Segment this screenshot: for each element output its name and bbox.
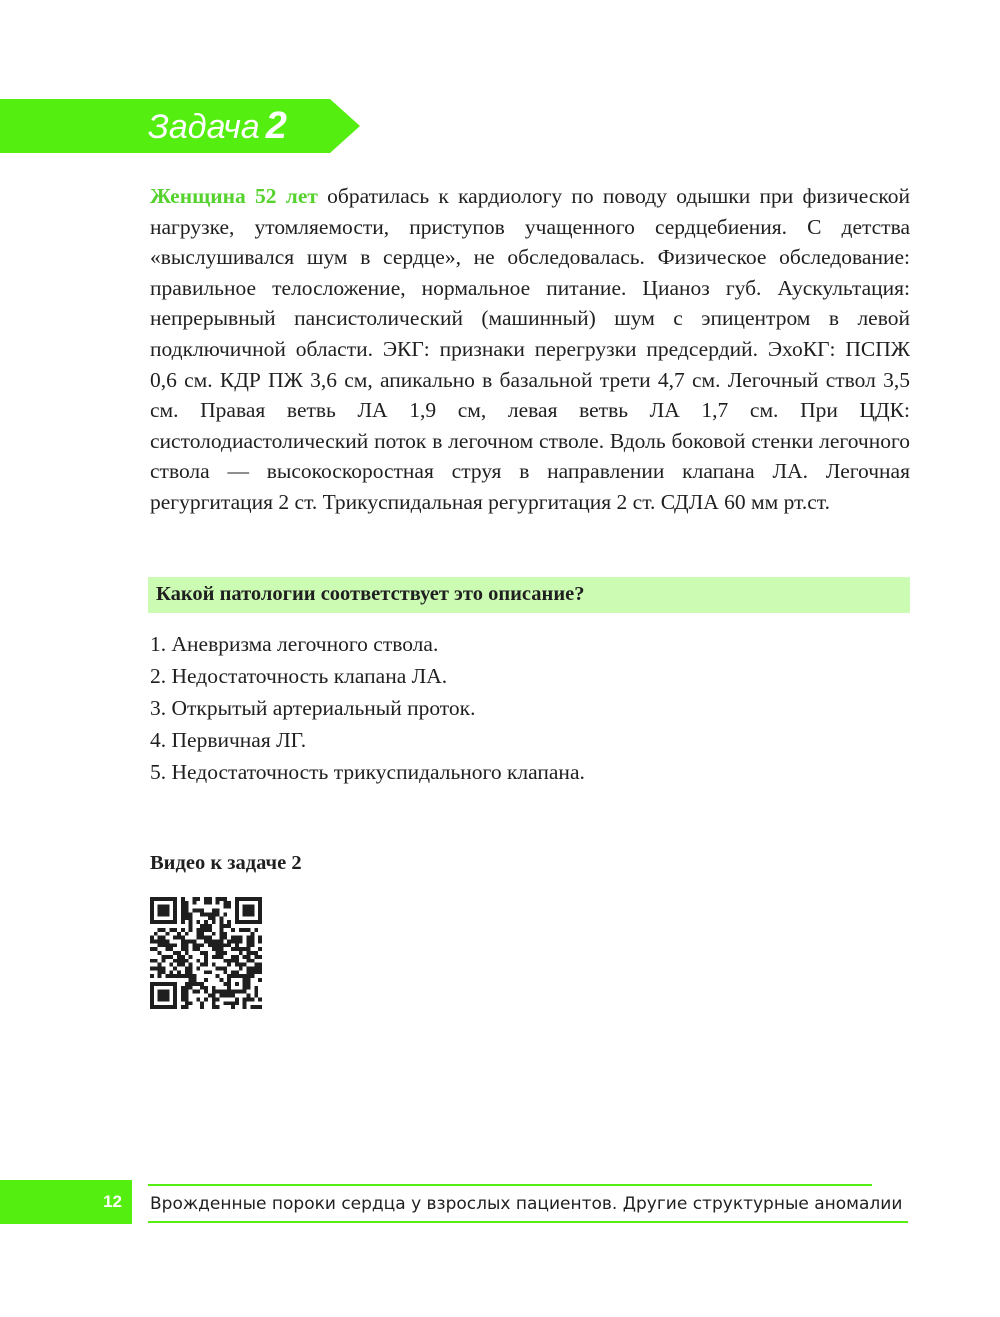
answer-option-4: 4. Первичная ЛГ. — [150, 728, 307, 752]
task-title-label: Задача — [148, 108, 260, 146]
running-title: Врожденные пороки сердца у взрослых пациентов. Другие структурные аномалии — [150, 1194, 903, 1214]
answer-option-3: 3. Открытый артериальный проток. — [150, 696, 476, 720]
answer-option-1: 1. Аневризма легочного ствола. — [150, 632, 439, 656]
qr-code[interactable] — [150, 897, 262, 1009]
question-text: Какой патологии соответствует это описание? — [156, 583, 585, 605]
footer-page-badge — [0, 1180, 132, 1224]
answer-options — [150, 628, 585, 788]
answer-option-5: 5. Недостаточность трикуспидального клапана. — [150, 760, 585, 784]
question-box — [148, 577, 910, 613]
case-body: обратилась к кардиологу по поводу одышки при физической нагрузке, утомляемости, приступов учащенного сердцебиения. С детства «выслушивался шум в сердце», не обследовалась. Физическое обследование: правильное телосложение, нормальное питание. Цианоз губ. Аускультация: непрерывный пансистолический (машинный) шум с эпицентром в левой подключичной области. ЭКГ: признаки перегрузки предсердий. ЭхоКГ: ПСПЖ 0,6 см. КДР ПЖ 3,6 см, апикально в базальной трети 4,7 см. Легочный ствол 3,5 см. Правая ветвь ЛА 1,9 см, левая ветвь ЛА 1,7 см. При ЦДК: систолодиастолический поток в легочном стволе. Вдоль боковой стенки легочного ствола — высокоскоростная струя в направлении клапана ЛА. Легочная регургитация 2 ст. Трикуспидальная регургитация 2 ст. СДЛА 60 мм рт.ст. — [150, 184, 910, 514]
task-number: 2 — [265, 105, 287, 147]
footer-rule-top — [148, 1184, 872, 1186]
case-description — [150, 181, 910, 518]
answer-option-2: 2. Недостаточность клапана ЛА. — [150, 664, 448, 688]
video-label: Видео к задаче 2 — [150, 852, 302, 874]
footer-rule-bottom — [148, 1221, 908, 1223]
case-lead: Женщина 52 лет — [150, 184, 318, 208]
task-title — [148, 100, 287, 152]
qr-code-icon — [150, 897, 262, 1009]
page-number: 12 — [103, 1192, 122, 1211]
